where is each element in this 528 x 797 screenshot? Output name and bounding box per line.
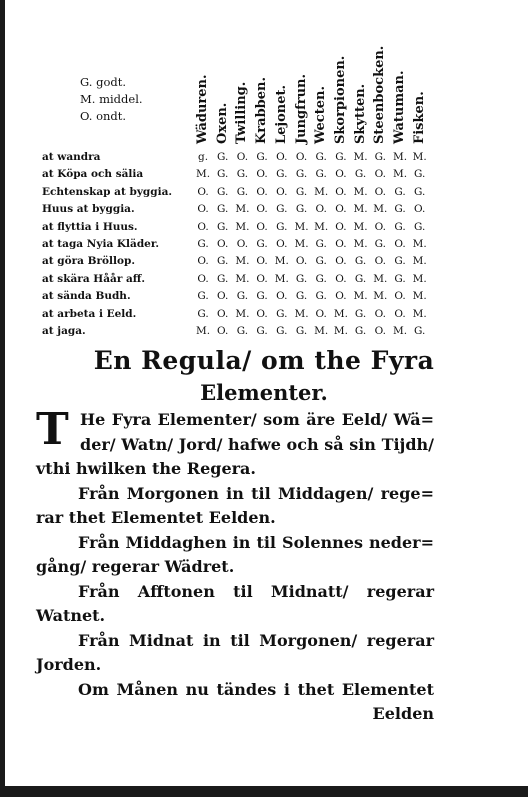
table-cell: O. (335, 255, 347, 268)
table-cell: O. (374, 220, 386, 233)
zodiac-sign-label (354, 26, 372, 144)
table-cell: O. (374, 168, 386, 181)
body-line: Jorden. (36, 655, 102, 674)
zodiac-sign-text: Oxen. (214, 102, 230, 144)
table-cell: O. (276, 151, 288, 163)
activity-label: at Köpa och sälia (42, 168, 144, 181)
legend-middle: M. middel. (80, 92, 143, 106)
table-cell: O. (335, 220, 347, 233)
table-cell: M. (373, 290, 388, 303)
table-cell: M. (314, 185, 329, 198)
table-cell: g. (197, 151, 209, 163)
heading-line-2: Elementer. (200, 380, 328, 405)
table-cell: G. (197, 307, 209, 320)
table-cell: O. (335, 185, 347, 198)
table-cell: O. (236, 151, 249, 163)
table-cell: G. (394, 203, 406, 216)
table-cell: O. (256, 272, 268, 285)
zodiac-sign-text: Wecten. (313, 86, 329, 144)
table-row (42, 290, 442, 307)
table-cell: M. (353, 151, 368, 163)
table-cell: M. (274, 272, 289, 285)
table-cell: O. (236, 237, 249, 250)
zodiac-sign-text: Fisken. (411, 91, 427, 144)
table-cell: G. (414, 185, 426, 198)
table-row (42, 273, 442, 290)
table-cell: O. (197, 185, 209, 198)
zodiac-sign-label (393, 26, 411, 144)
zodiac-sign-text: Wäduren. (195, 74, 210, 144)
table-cell: M. (353, 290, 368, 303)
table-cell: M. (333, 307, 348, 320)
table-cell: G. (414, 324, 426, 337)
table-cell: G. (315, 290, 327, 303)
zodiac-sign-label (216, 26, 234, 144)
zodiac-header (196, 24, 436, 144)
legend (80, 74, 143, 125)
table-cell: G. (295, 272, 308, 285)
table-cell: G. (217, 220, 229, 233)
table-cell: G. (414, 168, 426, 181)
table-cell: G. (315, 151, 327, 163)
table-row (42, 151, 442, 168)
body-line: Från Midnat in til Morgonen/ regerar (78, 630, 434, 650)
activity-label: at göra Bröllop. (42, 255, 136, 268)
zodiac-sign-text: Steenbocken. (372, 45, 388, 144)
activity-label: at wandra (42, 151, 101, 163)
activity-label: at skära Håår aff. (42, 272, 146, 285)
table-cell: G. (295, 324, 308, 337)
table-cell: M. (392, 168, 408, 181)
table-row (42, 221, 442, 238)
table-row (42, 325, 442, 342)
table-cell: G. (256, 237, 268, 250)
table-cell: M. (314, 324, 329, 337)
drop-cap: T (36, 404, 69, 455)
table-cell: O. (335, 168, 347, 181)
activity-label: at arbeta i Eeld. (42, 307, 137, 320)
table-cell: G. (315, 168, 327, 181)
table-cell: O. (335, 272, 347, 285)
table-cell: O. (394, 290, 406, 303)
table-cell: O. (394, 307, 406, 320)
body-line: Från Morgonen in til Middagen/ rege= (78, 483, 434, 503)
table-cell: G. (354, 324, 367, 337)
table-cell: O. (276, 237, 288, 250)
table-cell: G. (354, 168, 367, 181)
table-cell: O. (256, 220, 268, 233)
table-cell: G. (295, 203, 308, 216)
table-cell: O. (256, 307, 268, 320)
table-cell: O. (217, 324, 229, 337)
body-text (36, 404, 434, 727)
table-cell: O. (276, 185, 288, 198)
table-cell: G. (295, 185, 308, 198)
table-cell: G. (217, 151, 229, 163)
zodiac-sign-text: Jungfrun. (293, 73, 309, 144)
table-cell: G. (217, 255, 229, 268)
zodiac-sign-label (334, 26, 352, 144)
zodiac-sign-label (373, 26, 391, 144)
table-cell: O. (217, 237, 229, 250)
table-cell: G. (315, 255, 327, 268)
table-cell: O. (256, 255, 268, 268)
table-cell: M. (412, 272, 427, 285)
table-cell: G. (276, 220, 288, 233)
table-row (42, 203, 442, 220)
table-cell: M. (373, 272, 388, 285)
body-line: He Fyra Elementer/ som äre Eeld/ Wä= (80, 410, 434, 429)
table-cell: O. (197, 255, 209, 268)
body-line: rar thet Elementet Eelden. (36, 508, 276, 527)
table-cell: M. (235, 307, 250, 320)
table-cell: M. (274, 255, 289, 268)
table-cell: O. (335, 203, 347, 216)
table-cell: G. (335, 151, 347, 163)
table-cell: O. (335, 290, 347, 303)
table-cell: G. (374, 151, 386, 163)
table-row (42, 255, 442, 272)
body-line: Från Middaghen in til Solennes neder= (78, 532, 434, 552)
legend-good: G. godt. (80, 75, 127, 89)
zodiac-sign-label (413, 26, 431, 144)
zodiac-sign-text: Lejonet. (273, 84, 289, 144)
table-cell: G. (374, 237, 386, 250)
table-row (42, 308, 442, 325)
table-cell: M. (412, 151, 427, 163)
table-cell: G. (394, 255, 406, 268)
table-cell: G. (394, 185, 406, 198)
table-cell: G. (256, 324, 268, 337)
table-cell: M. (392, 324, 408, 337)
zodiac-sign-label (235, 26, 253, 144)
table-cell: G. (217, 185, 229, 198)
table-cell: G. (295, 168, 308, 181)
zodiac-sign-label (255, 26, 273, 144)
table-cell: G. (197, 237, 209, 250)
table-cell: G. (394, 220, 406, 233)
table-cell: O. (374, 255, 386, 268)
table-cell: O. (256, 168, 268, 181)
zodiac-sign-text: Twilling. (234, 81, 250, 144)
table-cell: M. (195, 324, 211, 337)
table-cell: G. (354, 272, 367, 285)
table-cell: M. (392, 151, 408, 163)
table-cell: M. (333, 324, 348, 337)
zodiac-sign-label (196, 26, 214, 144)
zodiac-sign-label (275, 26, 293, 144)
table-cell: G. (256, 290, 268, 303)
table-cell: O. (217, 307, 229, 320)
table-cell: O. (295, 151, 308, 163)
table-cell: O. (256, 185, 268, 198)
body-line: der/ Watn/ Jord/ hafwe och så sin Tijdh/ (80, 434, 434, 454)
zodiac-sign-text: Watuman. (392, 70, 407, 144)
table-cell: G. (295, 290, 308, 303)
table-cell: G. (315, 237, 327, 250)
table-cell: O. (394, 237, 406, 250)
table-cell: O. (256, 203, 268, 216)
table-row (42, 238, 442, 255)
table-cell: M. (235, 203, 250, 216)
table-row (42, 186, 442, 203)
table-cell: G. (414, 220, 426, 233)
table-cell: G. (315, 272, 327, 285)
table-cell: G. (256, 151, 268, 163)
table-cell: O. (374, 324, 386, 337)
table-cell: M. (353, 237, 368, 250)
table-cell: G. (217, 168, 229, 181)
table-cell: G. (276, 168, 288, 181)
table-cell: O. (197, 203, 209, 216)
table-cell: O. (315, 203, 327, 216)
body-line: gång/ regerar Wädret. (36, 557, 235, 576)
body-line: Om Månen nu tändes i thet Elementet (78, 679, 434, 699)
table-cell: G. (236, 185, 249, 198)
table-cell: M. (314, 220, 329, 233)
body-line: vthi hwilken the Regera. (36, 459, 256, 478)
table-cell: M. (195, 168, 211, 181)
table-cell: M. (353, 185, 368, 198)
table-row (42, 168, 442, 185)
table-cell: O. (374, 307, 386, 320)
zodiac-sign-text: Skorpionen. (332, 55, 348, 144)
activity-label: at sända Budh. (42, 290, 131, 303)
table-cell: M. (294, 237, 309, 250)
activity-label: Echtenskap at byggia. (42, 185, 173, 198)
table-cell: M. (235, 255, 250, 268)
table-cell: M. (412, 237, 427, 250)
table-cell: G. (394, 272, 406, 285)
table-cell: M. (412, 307, 427, 320)
table-cell: M. (373, 203, 388, 216)
table-cell: G. (276, 203, 288, 216)
legend-bad: O. ondt. (80, 109, 127, 123)
table-cell: M. (235, 220, 250, 233)
table-cell: O. (197, 220, 209, 233)
table-cell: G. (236, 290, 249, 303)
table-cell: M. (353, 220, 368, 233)
table-cell: G. (276, 307, 288, 320)
body-line: Från Afftonen til Midnatt/ regerar (78, 581, 434, 601)
table-cell: O. (197, 272, 209, 285)
table-cell: O. (315, 307, 327, 320)
table-cell: M. (412, 290, 427, 303)
activity-label: at taga Nyia Kläder. (42, 237, 160, 250)
table-cell: O. (217, 290, 229, 303)
table-cell: M. (353, 203, 368, 216)
table-cell: G. (236, 324, 249, 337)
zodiac-sign-text: Krabben. (254, 77, 270, 144)
page-edge-bottom (0, 786, 528, 797)
table-cell: G. (236, 168, 249, 181)
zodiac-sign-text: Skytten. (352, 83, 368, 144)
zodiac-sign-label (295, 26, 313, 144)
table-cell: O. (335, 237, 347, 250)
table-cell: M. (412, 255, 427, 268)
table-cell: G. (197, 290, 209, 303)
body-line: Eelden (372, 704, 434, 723)
table-cell: M. (294, 307, 309, 320)
activity-label: at jaga. (42, 324, 86, 337)
heading-line-1: En Regula/ om the Fyra (93, 346, 435, 375)
table-cell: O. (276, 290, 288, 303)
table-cell: G. (217, 272, 229, 285)
table-cell: G. (276, 324, 288, 337)
table-cell: O. (374, 185, 386, 198)
table-cell: G. (354, 255, 367, 268)
table-cell: O. (414, 203, 426, 216)
table-cell: O. (295, 255, 308, 268)
body-line: Watnet. (36, 606, 106, 625)
table-cell: G. (354, 307, 367, 320)
activity-table (42, 151, 442, 342)
table-cell: M. (235, 272, 250, 285)
activity-label: at flyttia i Huus. (42, 220, 138, 233)
table-cell: M. (294, 220, 309, 233)
table-cell: G. (217, 203, 229, 216)
zodiac-sign-label (314, 26, 332, 144)
activity-label: Huus at byggia. (42, 203, 135, 216)
